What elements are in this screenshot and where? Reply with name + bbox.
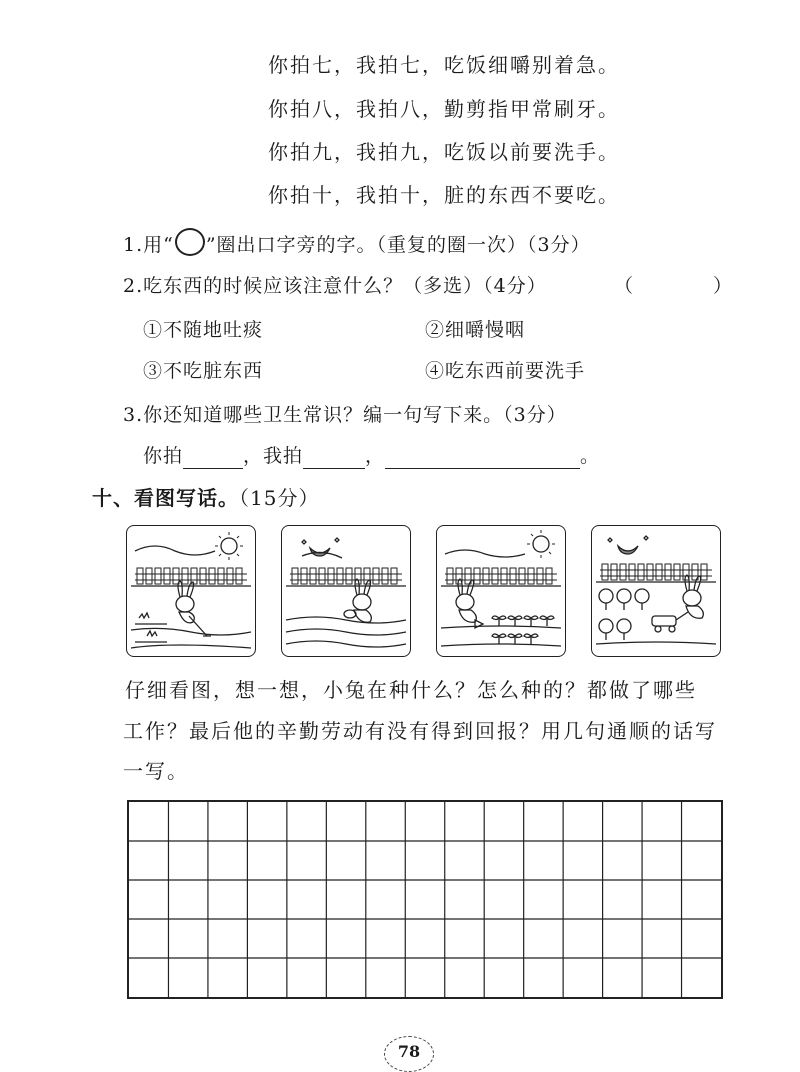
question-3: 3.你还知道哪些卫生常识？编一句写下来。（3分） <box>123 404 567 426</box>
rabbit-watering-illustration <box>437 526 565 656</box>
option-2: ②细嚼慢咽 <box>425 319 526 341</box>
instruction-line-3: 一写。 <box>123 759 189 783</box>
picture-panel-3 <box>436 525 566 657</box>
poem-line-10: 你拍十，我拍十，脏的东西不要吃。 <box>268 183 620 207</box>
fill-text-c: ， <box>365 445 386 467</box>
instruction-line-1: 仔细看图，想一想，小兔在种什么？怎么种的？都做了哪些 <box>125 678 697 702</box>
section-title: 十、看图写话。 <box>92 486 239 510</box>
blank-1[interactable] <box>183 446 243 469</box>
circle-icon <box>175 228 205 256</box>
picture-panel-1 <box>126 525 256 657</box>
poem-line-9: 你拍九，我拍九，吃饭以前要洗手。 <box>268 140 620 164</box>
question-1 <box>123 228 591 258</box>
answer-paren-open: （ <box>614 275 635 297</box>
fill-text-end: 。 <box>580 445 601 467</box>
rabbit-harvest-illustration <box>592 526 720 656</box>
fill-in-sentence <box>143 443 600 469</box>
blank-2[interactable] <box>303 446 365 469</box>
instruction-line-2: 工作？最后他的辛勤劳动有没有得到回报？用几句通顺的话写 <box>123 719 717 743</box>
question-2: 2.吃东西的时候应该注意什么？（多选）（4分） <box>123 275 547 297</box>
picture-panel-4 <box>591 525 721 657</box>
picture-panel-2 <box>281 525 411 657</box>
answer-paren-close: ） <box>713 275 734 297</box>
page-number: 78 <box>384 1036 434 1072</box>
fill-text-b: ，我拍 <box>243 445 304 467</box>
rabbit-sowing-illustration <box>282 526 410 656</box>
option-3: ③不吃脏东西 <box>143 360 264 382</box>
answer-box[interactable] <box>640 273 710 299</box>
poem-line-8: 你拍八，我拍八，勤剪指甲常刷牙。 <box>268 97 620 121</box>
option-4: ④吃东西前要洗手 <box>425 360 586 382</box>
section-10-title <box>92 485 319 511</box>
option-1: ①不随地吐痰 <box>143 319 264 341</box>
question-1-text-b: ”圈出口字旁的字。（重复的圈一次）（3分） <box>205 234 591 256</box>
blank-3[interactable] <box>385 446 580 469</box>
poem-line-7: 你拍七，我拍七，吃饭细嚼别着急。 <box>268 53 620 77</box>
writing-grid[interactable] <box>127 800 723 999</box>
fill-text-a: 你拍 <box>143 445 184 467</box>
rabbit-digging-illustration <box>127 526 255 656</box>
writing-grid-lines <box>129 802 721 997</box>
question-1-text-a: 1.用“ <box>123 234 174 256</box>
section-score: （15分） <box>239 486 320 510</box>
